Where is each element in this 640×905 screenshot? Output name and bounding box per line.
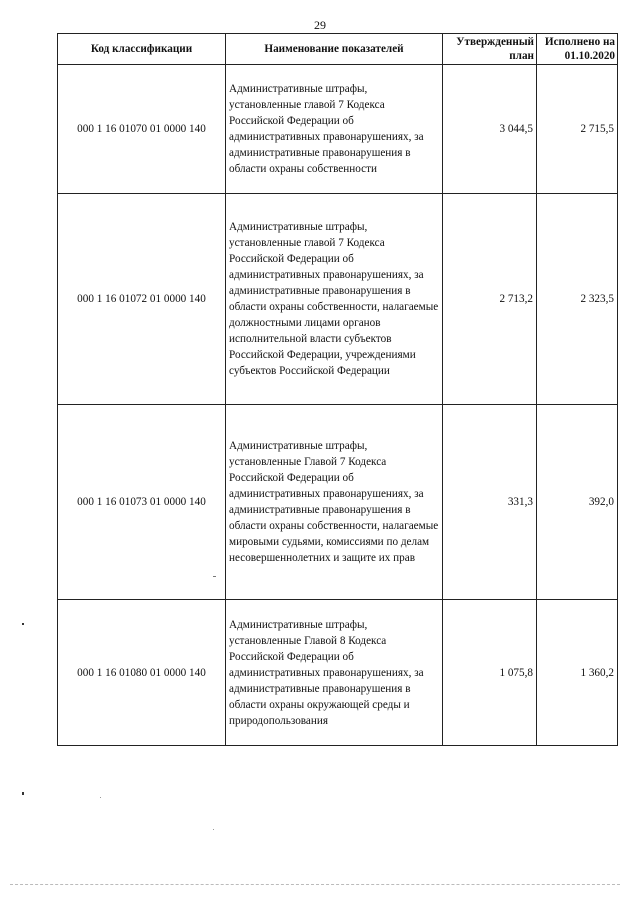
- row-plan: 2 713,2: [443, 194, 537, 405]
- header-name: Наименование показателей: [226, 34, 443, 65]
- row-code: 000 1 16 01070 01 0000 140: [58, 65, 226, 194]
- row-name: Административные штрафы, установленные главой 7 Кодекса Российской Федерации об административных правонарушениях, за административные правонарушения в области охраны собственности, налагаемые должностными лицами органов исполнительной власти субъектов Российской Федерации, учреждениями субъектов Российской Федерации: [226, 194, 443, 405]
- row-done: 2 323,5: [537, 194, 618, 405]
- table-row: [58, 65, 618, 194]
- row-code: 000 1 16 01072 01 0000 140: [58, 194, 226, 405]
- row-done: 2 715,5: [537, 65, 618, 194]
- header-done: Исполнено на 01.10.2020: [537, 34, 618, 65]
- scan-dotted-edge: [10, 884, 620, 886]
- header-plan: Утвержденный план: [443, 34, 537, 65]
- row-name: Административные штрафы, установленные Главой 7 Кодекса Российской Федерации об административных правонарушениях, за административные правонарушения в области охраны собственности, налагаемые мировыми судьями, комиссиями по делам несовершеннолетних и защите их прав: [226, 405, 443, 600]
- page-number: 29: [314, 18, 326, 32]
- row-plan: 3 044,5: [443, 65, 537, 194]
- row-done: 392,0: [537, 405, 618, 600]
- row-plan: 1 075,8: [443, 600, 537, 746]
- row-plan: 331,3: [443, 405, 537, 600]
- table-row: [58, 194, 618, 405]
- row-name: Административные штрафы, установленные главой 7 Кодекса Российской Федерации об административных правонарушениях, за административные правонарушения в области охраны собственности: [226, 65, 443, 194]
- table-row: [58, 405, 618, 600]
- row-code: 000 1 16 01080 01 0000 140: [58, 600, 226, 746]
- row-done: 1 360,2: [537, 600, 618, 746]
- row-code: 000 1 16 01073 01 0000 140: [58, 405, 226, 600]
- budget-table: [57, 33, 618, 746]
- table-row: [58, 600, 618, 746]
- table-header-row: [58, 34, 618, 65]
- row-name: Административные штрафы, установленные Главой 8 Кодекса Российской Федерации об административных правонарушениях, за административные правонарушения в области охраны окружающей среды и природопользования: [226, 600, 443, 746]
- header-code: Код классификации: [58, 34, 226, 65]
